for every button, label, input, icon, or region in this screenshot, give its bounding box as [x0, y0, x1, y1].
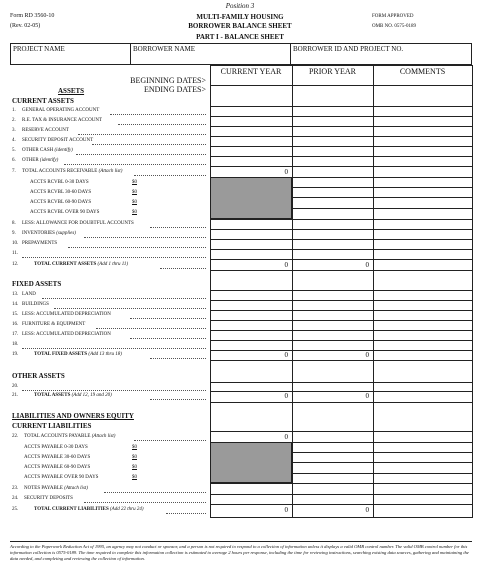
fixed-assets-heading: FIXED ASSETS [12, 280, 62, 288]
line-number: 18. [12, 342, 19, 347]
line-total-current-liabilities: TOTAL CURRENT LIABILITIES (Add 22 thru 24) [34, 507, 144, 512]
form-number: Form RD 3560-10 [10, 13, 55, 19]
ap-over-90-label: ACCTS PAYABLE OVER 90 DAYS [24, 475, 99, 480]
prior-year-end-date[interactable] [294, 87, 371, 94]
line-number: 20. [12, 384, 19, 389]
form-approved: FORM APPROVED [372, 14, 414, 19]
borrower-id-label: BORROWER ID AND PROJECT NO. [293, 45, 404, 53]
borrower-name-label: BORROWER NAME [133, 45, 196, 53]
position-label: Position 3 [225, 2, 255, 10]
line-number: 13. [12, 292, 19, 297]
line-allowance-doubtful: LESS: ALLOWANCE FOR DOUBTFUL ACCOUNTS [22, 221, 134, 226]
borrower-name-field[interactable] [136, 55, 286, 63]
l19-prior-value[interactable]: 0 [365, 351, 369, 359]
l25-prior-value[interactable]: 0 [365, 506, 369, 514]
line-number: 19. [12, 352, 19, 357]
ap-0-30-value[interactable]: $0 [132, 445, 137, 450]
line-number: 22. [12, 434, 19, 439]
l19-current-value[interactable]: 0 [284, 351, 288, 359]
current-year-end-date[interactable] [212, 87, 290, 94]
line-number: 17. [12, 332, 19, 337]
line-other: OTHER (identify) [22, 158, 59, 163]
line-total-assets: TOTAL ASSETS (Add 12, 19 and 20) [34, 393, 112, 398]
line-other-cash: OTHER CASH (identify) [22, 148, 73, 153]
prior-year-header: PRIOR YEAR [308, 67, 357, 76]
line-number: 23. [12, 486, 19, 491]
line-number: 12. [12, 262, 19, 267]
line-general-operating-account: GENERAL OPERATING ACCOUNT [22, 108, 100, 113]
part-title: PART I - BALANCE SHEET [196, 33, 284, 41]
comments-header: COMMENTS [399, 67, 446, 76]
line-number: 16. [12, 322, 19, 327]
ap-30-60-value[interactable]: $0 [132, 455, 137, 460]
line-total-accounts-receivable: TOTAL ACCOUNTS RECEIVABLE (Attach list) [22, 169, 123, 174]
current-assets-heading: CURRENT ASSETS [12, 97, 74, 105]
ar-shaded-block [210, 177, 292, 219]
line-accum-depreciation-furniture: LESS: ACCUMULATED DEPRECIATION [22, 332, 111, 337]
line-security-deposit-account: SECURITY DEPOSIT ACCOUNT [22, 138, 94, 143]
line-number: 8. [12, 221, 16, 226]
current-year-begin-date[interactable] [212, 77, 290, 84]
ar-over-90-value[interactable]: $0 [132, 210, 137, 215]
borrower-id-field[interactable] [296, 55, 468, 63]
line-number: 3. [12, 128, 16, 133]
line-total-accounts-payable: TOTAL ACCOUNTS PAYABLE (Attach list) [24, 434, 116, 439]
line-number: 6. [12, 158, 16, 163]
ar-60-90-label: ACCTS RCVBL 60-90 DAYS [30, 200, 92, 205]
ar-over-90-label: ACCTS RCVBL OVER 90 DAYS [30, 210, 100, 215]
project-name-field[interactable] [16, 55, 126, 63]
omb-number: OMB NO. 0575-0189 [372, 24, 417, 29]
line-number: 1. [12, 108, 16, 113]
line-number: 2. [12, 118, 16, 123]
ar-60-90-value[interactable]: $0 [132, 200, 137, 205]
line-total-current-assets: TOTAL CURRENT ASSETS (Add 1 thru 11) [34, 262, 129, 267]
l21-prior-value[interactable]: 0 [365, 392, 369, 400]
prior-year-begin-date[interactable] [294, 77, 371, 84]
other-assets-heading: OTHER ASSETS [12, 372, 65, 380]
line-buildings: BUILDINGS [22, 302, 49, 307]
l12-prior-value[interactable]: 0 [365, 261, 369, 269]
ar-30-60-value[interactable]: $0 [132, 190, 137, 195]
l22-current-value[interactable]: 0 [284, 433, 288, 441]
line-number: 24. [12, 496, 19, 501]
beginning-dates-label: BEGINNING DATES> [130, 76, 206, 85]
line-number: 7. [12, 169, 16, 174]
l12-current-value[interactable]: 0 [284, 261, 288, 269]
line-number: 25. [12, 507, 19, 512]
line-prepayments: PREPAYMENTS [22, 241, 58, 246]
ar-0-30-label: ACCTS RCVBL 0-30 DAYS [30, 180, 89, 185]
line-land: LAND [22, 292, 36, 297]
ap-60-90-label: ACCTS PAYABLE 60-90 DAYS [24, 465, 91, 470]
line-total-fixed-assets: TOTAL FIXED ASSETS (Add 13 thru 18) [34, 352, 122, 357]
title-line2: BORROWER BALANCE SHEET [188, 22, 292, 30]
liabilities-heading: LIABILITIES AND OWNERS EQUITY [12, 412, 134, 420]
ap-60-90-value[interactable]: $0 [132, 465, 137, 470]
current-year-header: CURRENT YEAR [220, 67, 282, 76]
line-number: 14. [12, 302, 19, 307]
line-furniture-equipment: FURNITURE & EQUIPMENT [22, 322, 86, 327]
l25-current-value[interactable]: 0 [284, 506, 288, 514]
l21-current-value[interactable]: 0 [284, 392, 288, 400]
line-tax-insurance-account: R.E. TAX & INSURANCE ACCOUNT [22, 118, 103, 123]
ap-30-60-label: ACCTS PAYABLE 30-60 DAYS [24, 455, 91, 460]
l7-current-value[interactable]: 0 [284, 168, 288, 176]
current-liabilities-heading: CURRENT LIABILITIES [12, 422, 92, 430]
ar-0-30-value[interactable]: $0 [132, 180, 137, 185]
line-number: 10. [12, 241, 19, 246]
ap-0-30-label: ACCTS PAYABLE 0-30 DAYS [24, 445, 88, 450]
ap-over-90-value[interactable]: $0 [132, 475, 137, 480]
ap-shaded-block [210, 442, 292, 483]
assets-heading: ASSETS [58, 87, 85, 95]
line-number: 15. [12, 312, 19, 317]
line-inventories: INVENTORIES (supplies) [22, 231, 76, 236]
line-number: 21. [12, 393, 19, 398]
paperwork-reduction-notice: According to the Paperwork Reduction Act of 1995, an agency may not conduct or sponsor, and a person is not required to respond to a collection of information unless it displays a valid OMB control number. The valid OMB control number for this information collection is 0575-0189. The time required to complete this information collection is estimated to average 2 hours per response, including the time for reviewing instructions, searching existing data sources, gathering and maintaining the data needed, and completing and reviewing the collection of information. [10, 544, 469, 561]
ending-dates-label: ENDING DATES> [143, 85, 206, 94]
line-notes-payable: NOTES PAYABLE (Attach list) [24, 486, 88, 491]
line-number: 11. [12, 251, 19, 256]
line-number: 5. [12, 148, 16, 153]
line-number: 9. [12, 231, 16, 236]
title-line1: MULTI-FAMILY HOUSING [196, 13, 284, 21]
form-revision: (Rev. 02-05) [10, 23, 41, 29]
project-name-label: PROJECT NAME [13, 45, 65, 53]
ar-30-60-label: ACCTS RCVBL 30-60 DAYS [30, 190, 92, 195]
line-security-deposits: SECURITY DEPOSITS [24, 496, 73, 501]
line-accum-depreciation-buildings: LESS: ACCUMULATED DEPRECIATION [22, 312, 111, 317]
line-reserve-account: RESERVE ACCOUNT [22, 128, 69, 133]
line-number: 4. [12, 138, 16, 143]
